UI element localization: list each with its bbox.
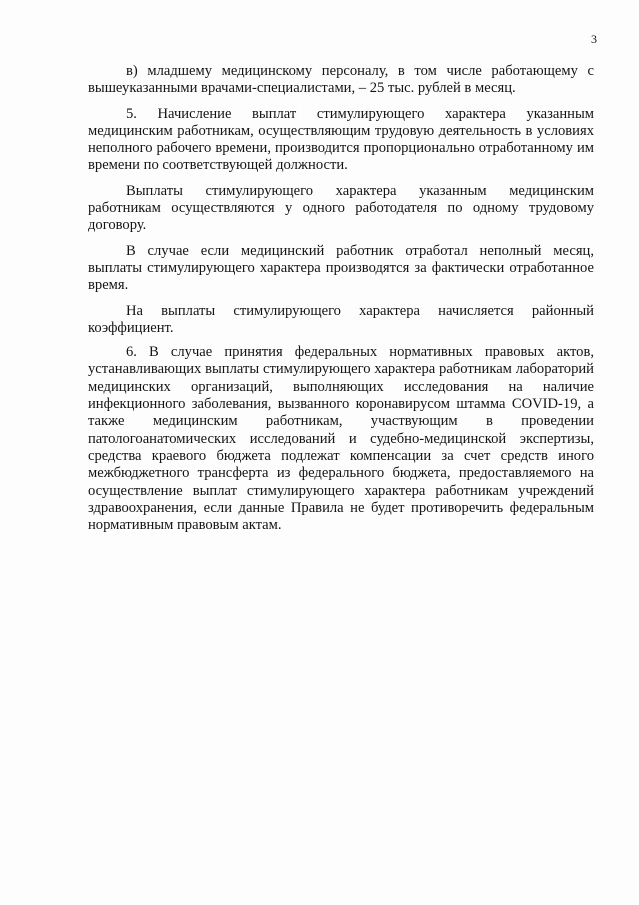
document-body xyxy=(88,63,594,534)
paragraph-single-employer: Выплаты стимулирующего характера указанным медицинским работникам осуществляются у одного работодателя по одному трудовому договору. xyxy=(88,182,594,234)
paragraph-partial-month: В случае если медицинский работник отработал неполный месяц, выплаты стимулирующего характера производятся за фактически отработанное время. xyxy=(88,242,594,294)
paragraph-regional-coefficient: На выплаты стимулирующего характера начисляется районный коэффициент. xyxy=(88,302,594,336)
paragraph-part-time-calculation: 5. Начисление выплат стимулирующего характера указанным медицинским работникам, осуществляющим трудовую деятельность в условиях неполного рабочего времени, производится пропорционально отработанному им времени по соответствующей должности. xyxy=(88,105,594,174)
paragraph-junior-staff: в) младшему медицинскому персоналу, в том числе работающему с вышеуказанными врачами-специалистами, – 25 тыс. рублей в месяц. xyxy=(88,63,594,97)
page-number: 3 xyxy=(591,32,597,46)
paragraph-federal-acts-compensation: 6. В случае принятия федеральных нормативных правовых актов, устанавливающих выплаты стимулирующего характера работникам лабораторий медицинских организаций, выполняющих исследования на наличие инфекционного заболевания, вызванного коронавирусом штамма COVID-19, а также медицинским работникам, участвующим в проведении патологоанатомических исследований и судебно-медицинской экспертизы, средства краевого бюджета подлежат компенсации за счет средств иного межбюджетного трансферта из федерального бюджета, предоставляемого на осуществление выплат стимулирующего характера работникам учреждений здравоохранения, если данные Правила не будет противоречить федеральным нормативным правовым актам. xyxy=(88,344,594,534)
